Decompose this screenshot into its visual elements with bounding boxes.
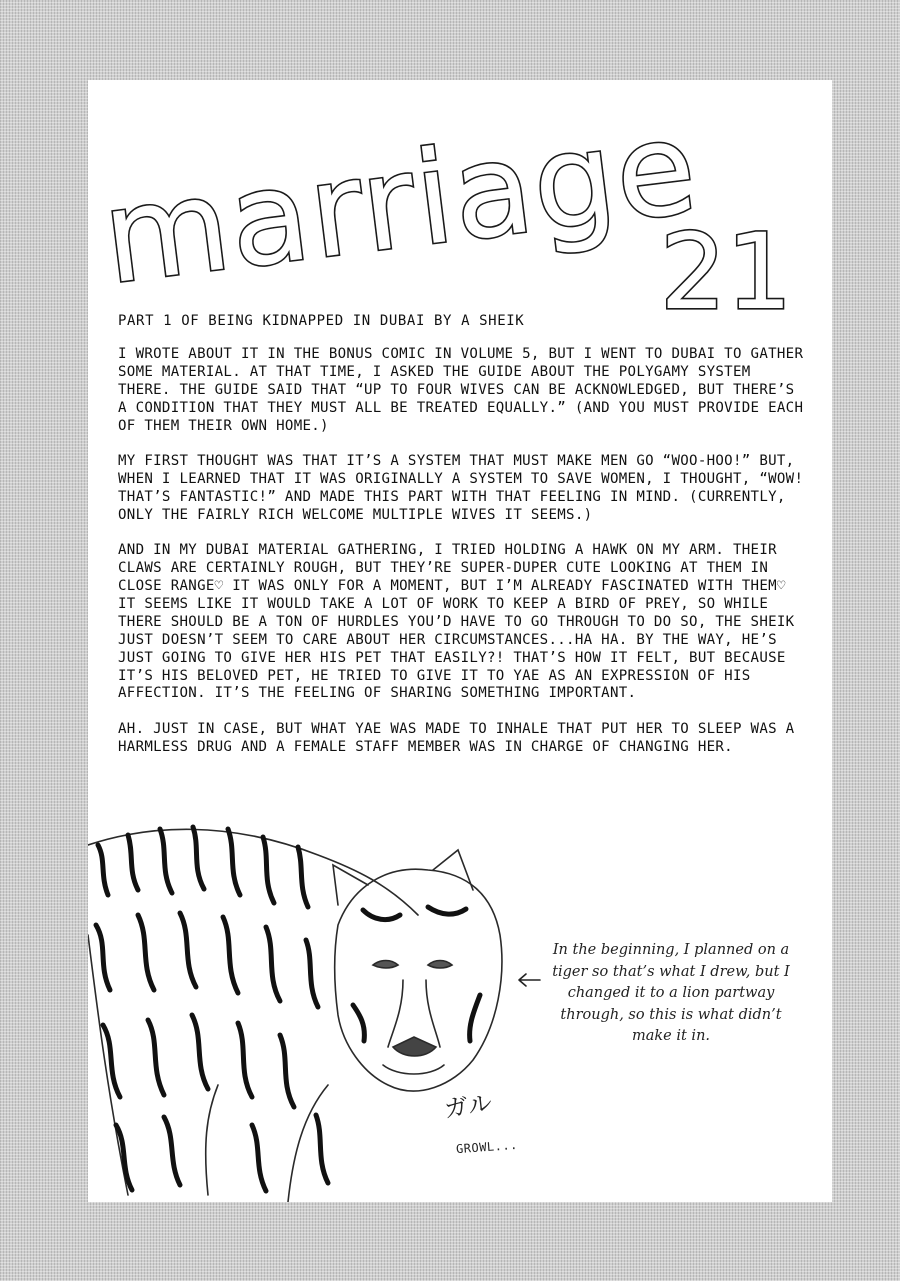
- body-text: [118, 346, 808, 774]
- title-word: marriage: [95, 92, 706, 314]
- paragraph: I WROTE ABOUT IT IN THE BONUS COMIC IN VOLUME 5, BUT I WENT TO DUBAI TO GATHER SOME MATERIAL. AT THAT TIME, I ASKED THE GUIDE ABOUT THE POLYGAMY SYSTEM THERE. THE GUIDE SAID THAT “UP TO FOUR WIVES CAN BE ACKNOWLEDGED, BUT THERE’S A CONDITION THAT THEY MUST ALL BE TREATED EQUALLY.” (AND YOU MUST PROVIDE EACH OF THEM THEIR OWN HOME.): [118, 346, 804, 434]
- chapter-title: [88, 80, 832, 340]
- svg-text:ガル: ガル: [442, 1088, 494, 1124]
- title-number: 21: [660, 211, 793, 333]
- paragraph: AND IN MY DUBAI MATERIAL GATHERING, I TRIED HOLDING A HAWK ON MY ARM. THEIR CLAWS ARE CERTAINLY ROUGH, BUT THEY’RE SUPER-DUPER CUTE LOOKING AT THEM IN CLOSE RANGE♡ IT WAS ONLY FOR A MOMENT, BUT I’M ALREADY FASCINATED WITH THEM♡ IT SEEMS LIKE IT WOULD TAKE A LOT OF WORK TO KEEP A BIRD OF PREY, SO WHILE THERE SHOULD BE A TON OF HURDLES YOU’D HAVE TO GO THROUGH TO DO SO, THE SHEIK JUST DOESN’T SEEM TO CARE ABOUT HER CIRCUMSTANCES...HA HA. BY THE WAY, HE’S JUST GOING TO GIVE HER HIS PET THAT EASILY?! THAT’S HOW IT FELT, BUT BECAUSE IT’S HIS BELOVED PET, HE TRIED TO GIVE IT TO YAE AS AN EXPRESSION OF HIS AFFECTION. IT’S THE FEELING OF SHARING SOMETHING IMPORTANT.: [118, 542, 795, 702]
- sound-effect-japanese: [440, 1080, 510, 1180]
- arrow-left-icon: [516, 972, 542, 988]
- sound-effect-growl: GROWL...: [455, 1137, 519, 1157]
- section-subtitle: PART 1 OF BEING KIDNAPPED IN DUBAI BY A SHEIK: [118, 313, 525, 329]
- artist-note: In the beginning, I planned on a tiger so that’s what I drew, but I changed it to a lion partway through, so this is what didn’t make it in.: [552, 942, 790, 1044]
- bonus-page: [88, 80, 832, 1202]
- paragraph: AH. JUST IN CASE, BUT WHAT YAE WAS MADE TO INHALE THAT PUT HER TO SLEEP WAS A HARMLESS DRUG AND A FEMALE STAFF MEMBER WAS IN CHARGE OF CHANGING HER.: [118, 720, 795, 755]
- paragraph: MY FIRST THOUGHT WAS THAT IT’S A SYSTEM THAT MUST MAKE MEN GO “WOO-HOO!” BUT, WHEN I LEARNED THAT IT WAS ORIGINALLY A SYSTEM TO SAVE WOMEN, I THOUGHT, “WOW! THAT’S FANTASTIC!” AND MADE THIS PART WITH THAT FEELING IN MIND. (CURRENTLY, ONLY THE FAIRLY RICH WELCOME MULTIPLE WIVES IT SEEMS.): [118, 453, 804, 523]
